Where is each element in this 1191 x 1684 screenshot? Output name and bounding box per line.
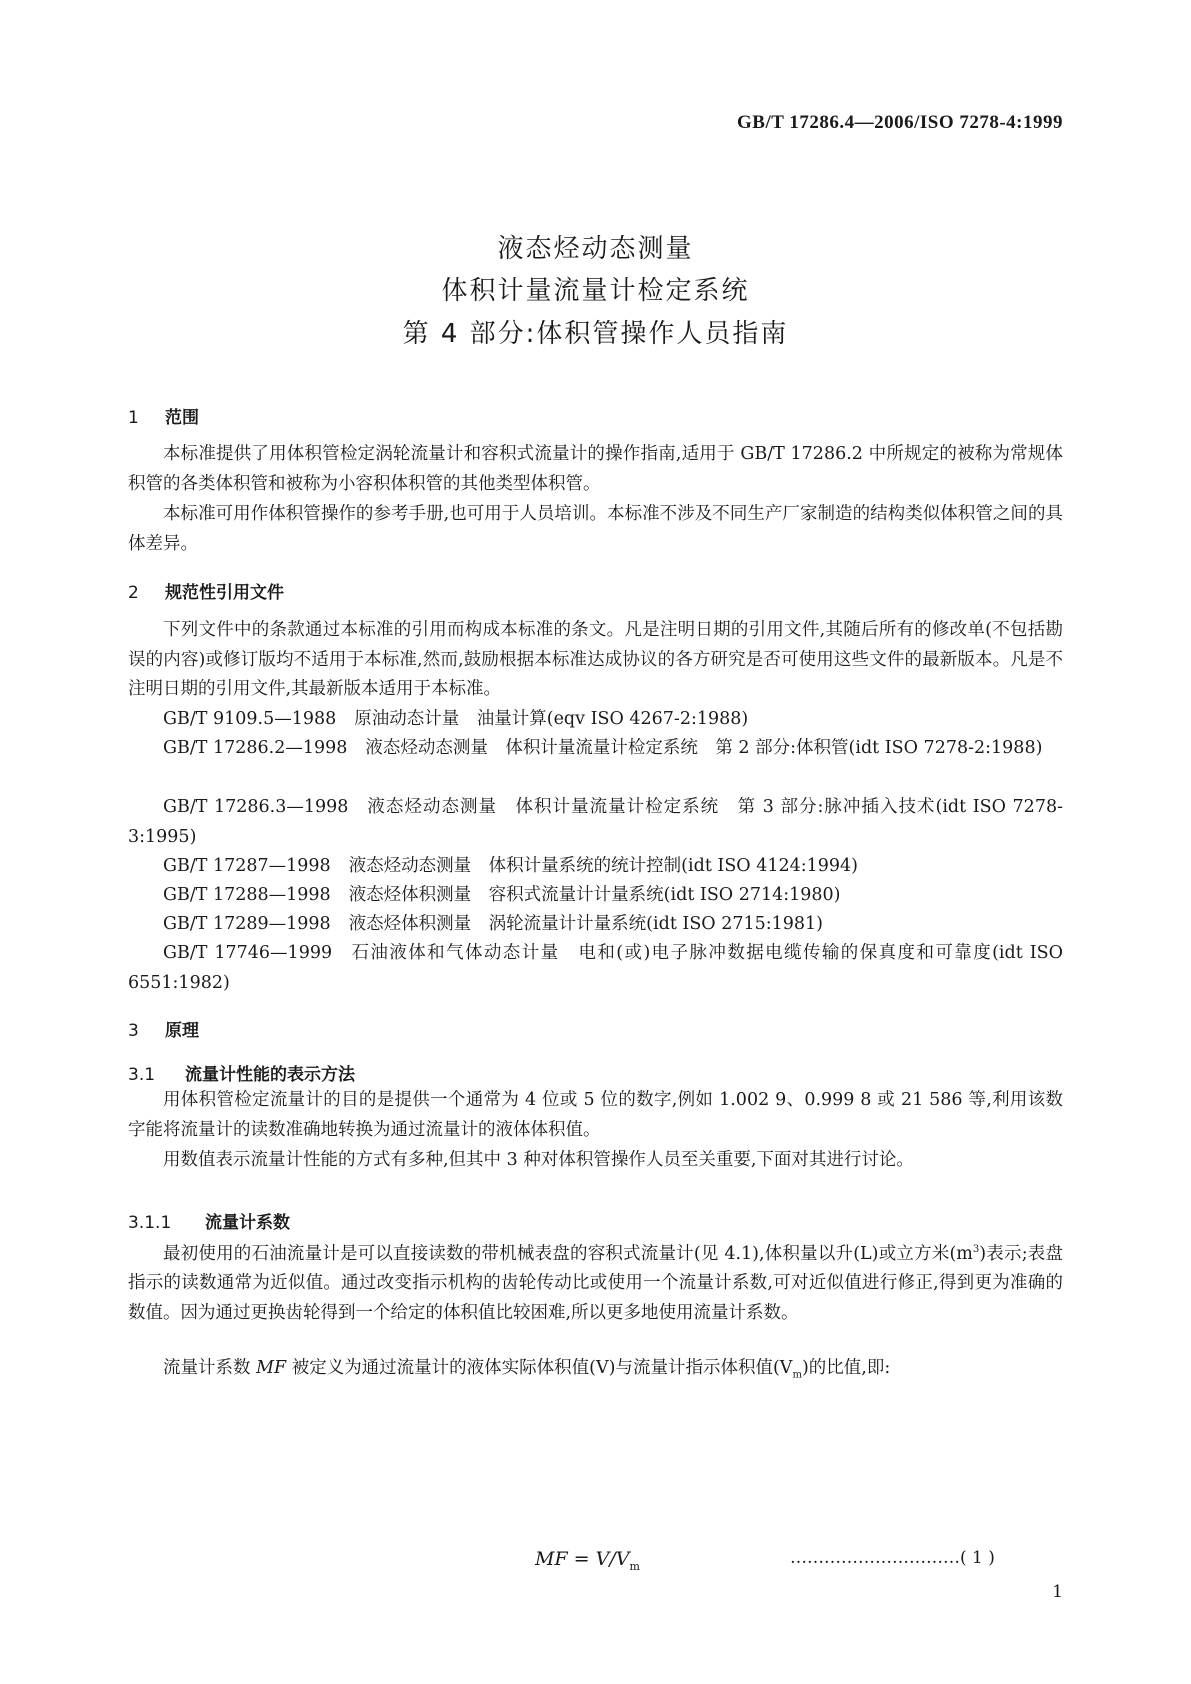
reference-code: GB/T 17287—1998 xyxy=(163,856,331,876)
section-3-heading xyxy=(128,1016,199,1041)
formula-1 xyxy=(535,1548,640,1573)
section-title: 流量计性能的表示方法 xyxy=(185,1065,355,1085)
reference-title: 液态烃动态测量 体积计量流量计检定系统 第 2 部分:体积管(idt ISO 7278-2:1988) xyxy=(365,738,1043,758)
reference-code: GB/T 17286.2—1998 xyxy=(163,738,348,758)
reference-title: 液态烃体积测量 容积式流量计计量系统(idt ISO 2714:1980) xyxy=(348,885,841,905)
section-2-heading xyxy=(128,578,284,603)
leader-dots: ………………………… xyxy=(790,1548,960,1568)
section-3-1-paragraph-1: 用体积管检定流量计的目的是提供一个通常为 4 位或 5 位的数字,例如 1.002 9、0.999 8 或 21 586 等,利用该数字能将流量计的读数准确地转换为通过流量计的液体体积值。 xyxy=(128,1090,1063,1140)
section-number: 2 xyxy=(128,583,139,603)
title-line-2: 体积计量流量计检定系统 xyxy=(441,276,750,306)
standard-code: GB/T 17286.4—2006/ISO 7278-4:1999 xyxy=(737,112,1063,133)
reference-item xyxy=(128,793,1063,852)
formula-1-number xyxy=(790,1548,995,1568)
section-3-1-heading xyxy=(128,1060,355,1085)
reference-item xyxy=(128,734,1063,764)
formula-subscript: m xyxy=(629,1559,640,1573)
subscript: m xyxy=(792,1369,802,1381)
title-line-1: 液态烃动态测量 xyxy=(497,234,694,264)
page-number: 1 xyxy=(1052,1582,1063,1602)
formula-rhs: = V/V xyxy=(567,1548,630,1570)
formula-lhs: MF xyxy=(535,1548,568,1570)
section-1-paragraph-1: 本标准提供了用体积管检定涡轮流量计和容积式流量计的操作指南,适用于 GB/T 17286.2 中所规定的被称为常规体积管的各类体积管和被称为小容积体积管的其他类型体积管。 xyxy=(128,444,1063,494)
reference-code: GB/T 17288—1998 xyxy=(163,885,331,905)
text-run: 被定义为通过流量计的液体实际体积值(V)与流量计指示体积值(V xyxy=(286,1358,793,1378)
reference-title: 液态烃动态测量 体积计量流量计检定系统 第 3 部分:脉冲插入技术(idt ISO 7278-3:1995) xyxy=(128,797,1063,847)
reference-code: GB/T 17286.3—1998 xyxy=(163,797,349,817)
section-1-heading xyxy=(128,403,199,428)
section-1-paragraph-2: 本标准可用作体积管操作的参考手册,也可用于人员培训。本标准不涉及不同生产厂家制造的结构类似体积管之间的具体差异。 xyxy=(128,504,1063,554)
reference-item xyxy=(128,939,1063,998)
reference-title: 原油动态计量 油量计算(eqv ISO 4267-2:1988) xyxy=(354,709,749,729)
section-number: 1 xyxy=(128,408,139,428)
text-run: )表示;表盘指示的读数通常为近似值。通过改变指示机构的齿轮传动比或使用一个流量计系数,可对近似值进行修正,得到更为准确的数值。因为通过更换齿轮得到一个给定的体积值比较困难,所以更多地使用流量计系数。 xyxy=(128,1243,1063,1323)
reference-code: GB/T 9109.5—1988 xyxy=(163,709,337,729)
reference-item xyxy=(128,852,1063,882)
section-3-1-1-paragraph-1 xyxy=(128,1235,1063,1328)
text-run: 流量计系数 xyxy=(163,1358,257,1378)
reference-item xyxy=(128,910,1063,940)
section-title: 原理 xyxy=(165,1021,199,1041)
reference-title: 液态烃体积测量 涡轮流量计计量系统(idt ISO 2715:1981) xyxy=(348,914,824,934)
reference-code: GB/T 17289—1998 xyxy=(163,914,331,934)
section-3-1-1-heading xyxy=(128,1208,290,1233)
mf-symbol: MF xyxy=(256,1358,287,1378)
section-number: 3.1.1 xyxy=(128,1213,172,1233)
reference-item xyxy=(128,705,1063,735)
section-title: 流量计系数 xyxy=(205,1213,290,1233)
title-line-3: 第 4 部分:体积管操作人员指南 xyxy=(402,319,789,349)
section-number: 3 xyxy=(128,1021,139,1041)
superscript: 3 xyxy=(972,1244,980,1255)
section-title: 范围 xyxy=(165,408,199,428)
reference-title: 液态烃动态测量 体积计量系统的统计控制(idt ISO 4124:1994) xyxy=(348,856,859,876)
reference-title: 石油液体和气体动态计量 电和(或)电子脉冲数据电缆传输的保真度和可靠度(idt ISO 6551:1982) xyxy=(128,943,1063,993)
section-3-1-paragraph-2: 用数值表示流量计性能的方式有多种,但其中 3 种对体积管操作人员至关重要,下面对其进行讨论。 xyxy=(163,1150,914,1170)
section-2-paragraph-1: 下列文件中的条款通过本标准的引用而构成本标准的条文。凡是注明日期的引用文件,其随后所有的修改单(不包括勘误的内容)或修订版均不适用于本标准,然而,鼓励根据本标准达成协议的各方研究是否可使用这些文件的最新版本。凡是不注明日期的引用文件,其最新版本适用于本标准。 xyxy=(128,620,1063,699)
section-3-1-1-paragraph-2 xyxy=(128,1354,1063,1390)
section-number: 3.1 xyxy=(128,1065,156,1085)
reference-code: GB/T 17746—1999 xyxy=(163,943,333,963)
text-run: 最初使用的石油流量计是可以直接读数的带机械表盘的容积式流量计(见 4.1),体积量以升(L)或立方米(m xyxy=(163,1243,973,1264)
text-run: )的比值,即: xyxy=(801,1358,891,1378)
reference-item xyxy=(128,881,1063,911)
equation-number: ( 1 ) xyxy=(960,1548,995,1568)
section-title: 规范性引用文件 xyxy=(165,583,284,603)
